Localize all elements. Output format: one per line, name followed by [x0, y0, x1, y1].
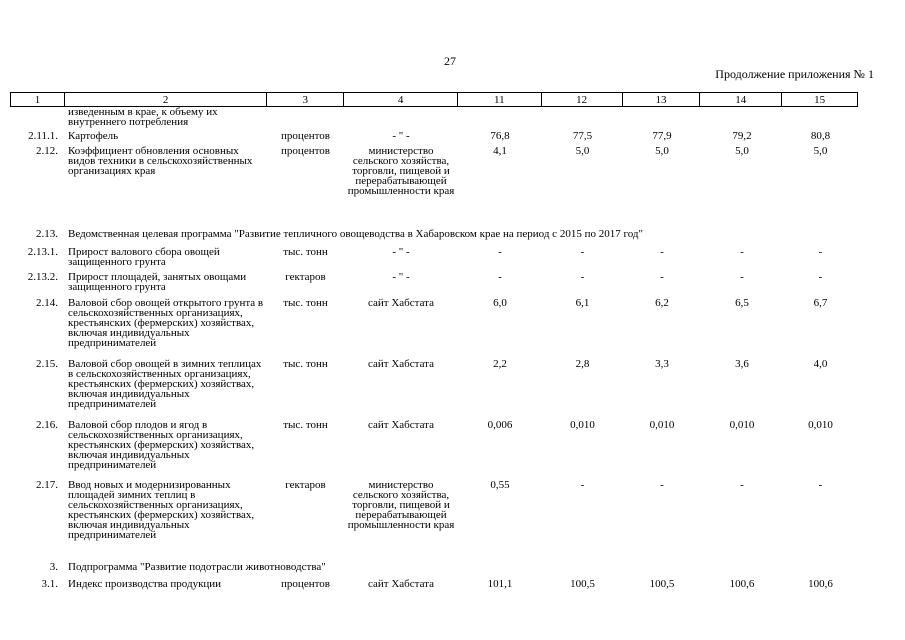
- unit: процентов: [281, 145, 330, 157]
- header-cell: 1: [11, 93, 65, 106]
- value-15: 100,6: [808, 578, 833, 590]
- value-14: [701, 107, 783, 131]
- table-row: [10, 272, 858, 298]
- value-14: 100,6: [729, 578, 755, 590]
- value-14: 5,0: [735, 145, 749, 157]
- value-14: 79,2: [732, 130, 752, 142]
- source: министерство сельского хозяйства, торговли, пищевой и перерабатывающей промышленности края: [347, 479, 455, 531]
- value-12: 5,0: [575, 145, 590, 157]
- value-13: 100,5: [649, 578, 675, 590]
- indicator-name: Картофель: [68, 130, 119, 142]
- value-15: 6,7: [813, 297, 828, 309]
- indicator-name: Валовой сбор плодов и ягод в сельскохозяйственных организациях, крестьянских (фермерских) хозяйствах, включая индивидуальных предпринимателей: [68, 419, 255, 471]
- row-number: 2.17.: [36, 479, 58, 491]
- source: - " -: [392, 130, 410, 142]
- continuation-note: Продолжение приложения № 1: [715, 67, 874, 81]
- value-11: 0,006: [487, 419, 513, 431]
- unit: гектаров: [285, 271, 326, 283]
- table-row: [10, 579, 858, 594]
- value-12: 0,010: [570, 419, 595, 431]
- value-14: -: [740, 479, 744, 491]
- value-15: 4,0: [813, 358, 828, 370]
- value-14: 3,6: [735, 358, 749, 370]
- value-15: -: [818, 271, 823, 283]
- row-number: 3.1.: [41, 578, 58, 590]
- value-15: 0,010: [808, 419, 833, 431]
- value-11: 0,55: [490, 479, 510, 491]
- value-12: -: [580, 246, 585, 258]
- indicator-name: Ввод новых и модернизированных площадей зимних теплиц в сельскохозяйственных организациях, крестьянских (фермерских) хозяйствах, включая индивидуальных предпринимателей: [68, 479, 255, 541]
- section-title: Ведомственная целевая программа "Развитие тепличного овощеводства в Хабаровском крае на период с 2015 по 2017 год": [68, 228, 643, 240]
- value-11: 2,2: [493, 358, 507, 370]
- unit: [267, 107, 344, 131]
- value-12: -: [580, 479, 585, 491]
- source: министерство сельского хозяйства, торговли, пищевой и перерабатывающей промышленности края: [347, 145, 455, 197]
- unit: гектаров: [285, 479, 326, 491]
- value-13: -: [660, 479, 664, 491]
- value-11: 4,1: [493, 145, 507, 157]
- row-number: 2.16.: [36, 419, 58, 431]
- table-row: [10, 131, 858, 146]
- value-15: [783, 107, 858, 131]
- row-number: 2.11.1.: [28, 130, 58, 142]
- value-13: 6,2: [655, 297, 669, 309]
- table-row: [10, 107, 858, 131]
- unit: тыс. тонн: [283, 419, 328, 431]
- value-11: 76,8: [490, 130, 510, 142]
- page-number: 27: [444, 54, 456, 68]
- header-cell: 2: [65, 93, 268, 106]
- row-number: 2.13.2.: [27, 271, 58, 283]
- source: сайт Хабстата: [367, 358, 434, 370]
- header-cell: 4: [344, 93, 458, 106]
- value-14: -: [740, 271, 744, 283]
- value-15: -: [818, 479, 823, 491]
- value-13: -: [660, 271, 664, 283]
- value-13: 77,9: [652, 130, 672, 142]
- indicator-name: Валовой сбор овощей открытого грунта в сельскохозяйственных организациях, крестьянских (фермерских) хозяйствах, включая индивидуальных предпринимателей: [68, 297, 264, 349]
- value-11: 6,0: [493, 297, 507, 309]
- header-cell: 3: [267, 93, 344, 106]
- indicator-name: Индекс производства продукции: [68, 578, 222, 590]
- indicator-name: Прирост валового сбора овощей защищенного грунта: [68, 246, 220, 268]
- table-row: [10, 298, 858, 359]
- value-15: 80,8: [810, 130, 831, 142]
- indicator-name: Прирост площадей, занятых овощами защищенного грунта: [68, 271, 247, 293]
- row-number: 2.14.: [36, 297, 58, 309]
- unit: тыс. тонн: [283, 297, 328, 309]
- indicator-name: изведенным в крае, к объему их внутреннего потребления: [68, 106, 218, 128]
- value-13: -: [660, 246, 664, 258]
- table-header: [10, 92, 858, 107]
- value-13: 5,0: [655, 145, 669, 157]
- table-row: [10, 247, 858, 272]
- row-number: 2.15.: [36, 358, 58, 370]
- source: - " -: [392, 246, 410, 258]
- table-row: [10, 420, 858, 480]
- value-12: 77,5: [572, 130, 593, 142]
- header-cell: 14: [700, 93, 782, 106]
- value-12: 100,5: [570, 578, 595, 590]
- source: [344, 107, 458, 131]
- table-row: [10, 146, 858, 229]
- section-row: [10, 229, 858, 247]
- source: - " -: [392, 271, 410, 283]
- value-11: -: [498, 271, 502, 283]
- section-title: Подпрограмма "Развитие подотрасли животноводства": [68, 561, 326, 573]
- indicator-name: Коэффициент обновления основных видов техники в сельскохозяйственных организациях края: [68, 145, 253, 177]
- value-12: 6,1: [575, 297, 590, 309]
- indicator-name: Валовой сбор овощей в зимних теплицах в сельскохозяйственных организациях, крестьянских (фермерских) хозяйствах, включая индивидуальных предпринимателей: [68, 358, 262, 410]
- indicator-table: [10, 92, 858, 594]
- value-13: 0,010: [649, 419, 675, 431]
- header-cell: 15: [814, 94, 826, 106]
- value-11: [458, 107, 542, 131]
- value-13: [623, 107, 701, 131]
- value-12: -: [580, 271, 585, 283]
- value-14: 6,5: [735, 297, 749, 309]
- unit: процентов: [281, 578, 330, 590]
- value-13: 3,3: [655, 358, 669, 370]
- row-number: [10, 107, 64, 131]
- header-cell: 12: [542, 93, 623, 106]
- row-number: 2.13.1.: [27, 246, 58, 258]
- value-15: 5,0: [813, 145, 828, 157]
- value-15: -: [818, 246, 823, 258]
- row-number: 3.: [49, 561, 58, 573]
- source: сайт Хабстата: [367, 419, 434, 431]
- unit: тыс. тонн: [283, 246, 328, 258]
- row-number: 2.13.: [36, 228, 58, 240]
- unit: процентов: [281, 130, 330, 142]
- source: сайт Хабстата: [367, 297, 434, 309]
- value-14: -: [740, 246, 744, 258]
- header-cell: 13: [623, 93, 701, 106]
- section-row: [10, 562, 858, 579]
- value-14: 0,010: [729, 419, 755, 431]
- value-12: 2,8: [575, 358, 590, 370]
- value-12: [542, 107, 623, 131]
- header-cell: 11: [458, 93, 542, 106]
- table-row: [10, 359, 858, 420]
- source: сайт Хабстата: [367, 578, 434, 590]
- unit: тыс. тонн: [283, 358, 328, 370]
- row-number: 2.12.: [36, 145, 58, 157]
- value-11: 101,1: [487, 578, 513, 590]
- table-row: [10, 480, 858, 562]
- value-11: -: [498, 246, 502, 258]
